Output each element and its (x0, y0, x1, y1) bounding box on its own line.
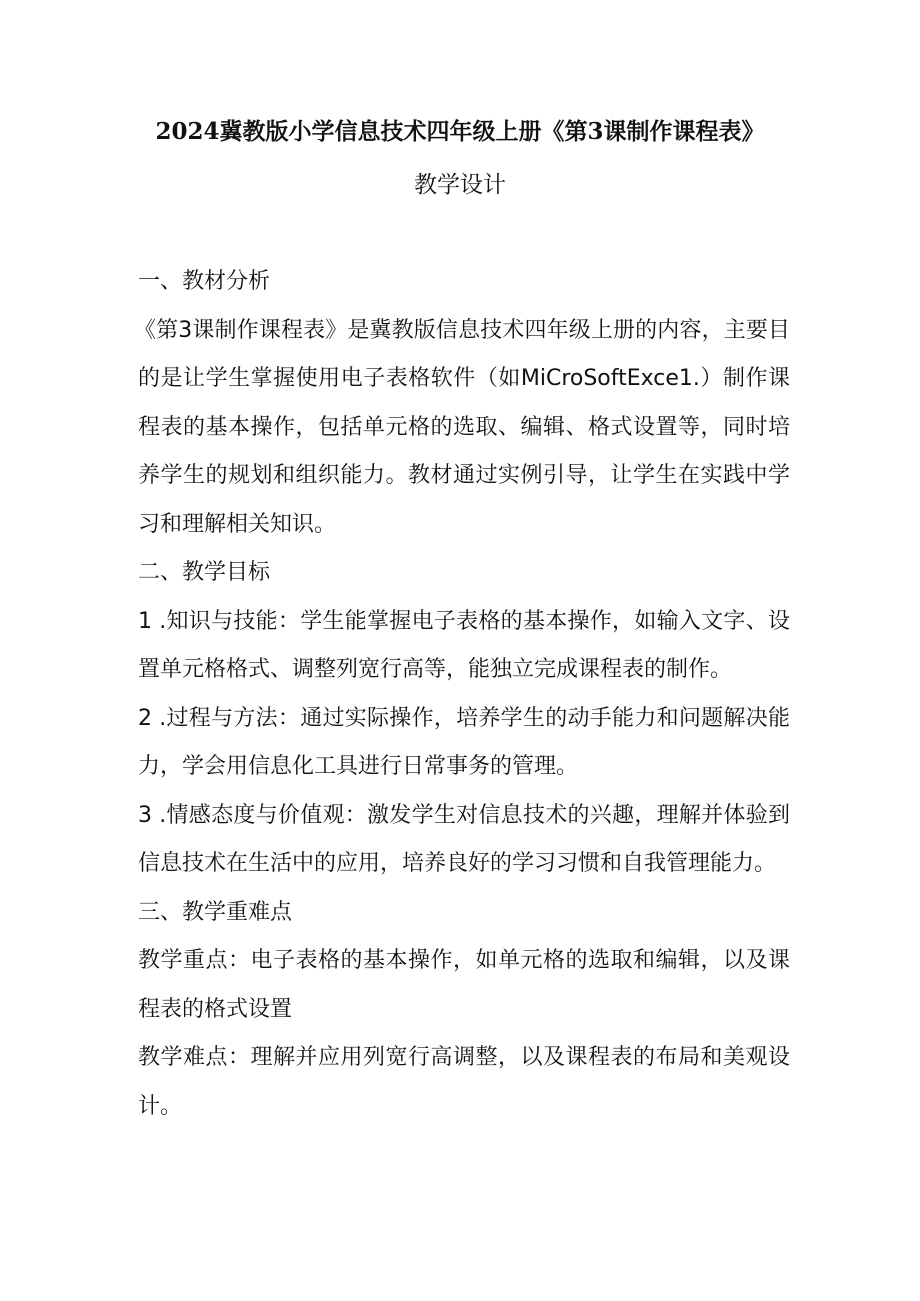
paragraph-goal-process: 2 .过程与方法：通过实际操作，培养学生的动手能力和问题解决能力，学会用信息化工具进行日常事务的管理。 (138, 705, 790, 779)
section-heading-textbook-analysis: 一、教材分析 (138, 269, 271, 294)
paragraph-key-point: 教学重点：电子表格的基本操作，如单元格的选取和编辑，以及课程表的格式设置 (138, 948, 790, 1022)
document-title: 2024冀教版小学信息技术四年级上册《第3课制作课程表》 (155, 118, 765, 145)
section-heading-teaching-goals: 二、教学目标 (138, 560, 271, 585)
document-subtitle: 教学设计 (414, 172, 506, 198)
section-heading-key-difficulties: 三、教学重难点 (138, 899, 293, 925)
paragraph-goal-attitude: 3 .情感态度与价值观：激发学生对信息技术的兴趣，理解并体验到信息技术在生活中的应用，培养良好的学习习惯和自我管理能力。 (138, 802, 790, 876)
paragraph-difficult-point: 教学难点：理解并应用列宽行高调整，以及课程表的布局和美观设计。 (138, 1045, 790, 1119)
paragraph-goal-knowledge: 1 .知识与技能：学生能掌握电子表格的基本操作，如输入文字、设置单元格格式、调整列宽行高等，能独立完成课程表的制作。 (138, 608, 790, 682)
paragraph-textbook-analysis: 《第3课制作课程表》是冀教版信息技术四年级上册的内容，主要目的是让学生掌握使用电子表格软件（如MiCroSoftExce1.）制作课程表的基本操作，包括单元格的选取、编辑、格式设置等，同时培养学生的规划和组织能力。教材通过实例引导，让学生在实践中学习和理解相关知识。 (134, 317, 790, 537)
document-body (134, 258, 790, 1131)
